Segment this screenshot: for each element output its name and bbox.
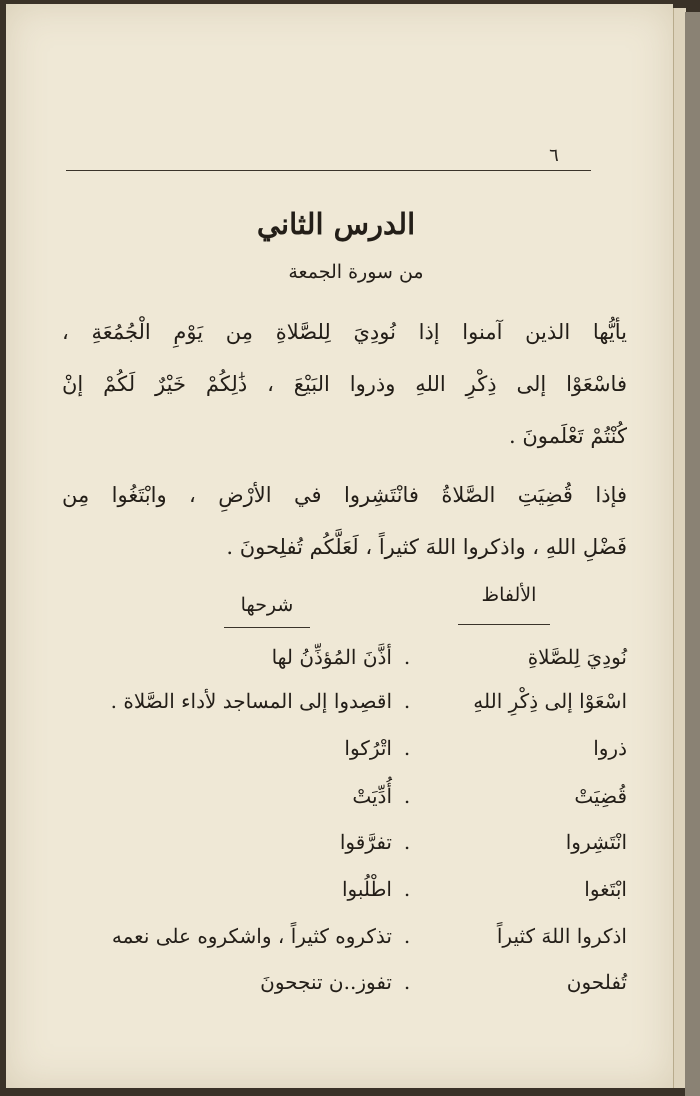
glossary-meaning: تذكروه كثيراً ، واشكروه على نعمه [111,924,392,948]
glossary-separator: . [403,645,411,669]
glossary-separator: . [403,877,411,901]
glossary-word: ابْتَغوا [584,877,627,901]
glossary-row [62,689,627,729]
glossary-separator: . [403,689,411,713]
verse-line-3: كُنْتُمْ تَعْلَمونَ . [508,424,627,448]
glossary-meaning: اقصِدوا إلى المساجد لأداء الصَّلاة . [110,689,392,713]
glossary-word: انْتَشِروا [565,830,627,854]
glossary-word: تُفلحون [566,970,627,994]
verse-line-2: فاسْعَوْا إلى ذِكْرِ اللهِ وذروا البَيْعَ ، ذَٰلِكُمْ خَيْرٌ لَكُمْ إنْ [62,372,627,396]
glossary-meaning: اطْلُبوا [341,877,392,901]
glossary-row [62,877,627,917]
header-words-rule [458,624,550,625]
page-number: ٦ [549,145,559,166]
glossary-separator: . [403,924,411,948]
glossary-row [62,970,627,1010]
glossary-separator: . [403,736,411,760]
glossary-meaning: تفوز..ن تنجحونَ [260,970,392,994]
glossary-word: ذروا [593,736,627,760]
header-meanings-rule [224,627,310,628]
glossary-word: قُضِيَتْ [574,784,627,808]
glossary-meaning: أُدِّيَتْ [352,784,392,808]
glossary-separator: . [403,970,411,994]
lesson-subtitle: من سورة الجمعة [288,261,424,283]
glossary-separator: . [403,784,411,808]
glossary-row [62,736,627,776]
glossary-word: اسْعَوْا إلى ذِكْرِ اللهِ [473,689,627,713]
header-rule [66,170,591,171]
header-meanings: شرحها [240,594,294,616]
glossary-word: نُودِيَ لِلصَّلاةِ [527,645,627,669]
book-page [6,4,673,1088]
header-words: الألفاظ [481,584,537,606]
glossary-row [62,830,627,870]
glossary-row [62,645,627,685]
glossary-separator: . [403,830,411,854]
verse-line-5: فَضْلِ اللهِ ، واذكروا اللهَ كثيراً ، لَعَلَّكُم تُفلِحونَ . [226,535,627,559]
glossary-meaning: اتْرُكوا [344,736,392,760]
book-cover-edge [685,12,700,1096]
verse-line-4: فإذا قُضِيَتِ الصَّلاةُ فانْتَشِروا في الأرْضِ ، وابْتَغُوا مِن [62,483,627,507]
lesson-title: الدرس الثاني [256,207,416,241]
glossary-word: اذكروا اللهَ كثيراً [496,924,627,948]
glossary-row [62,784,627,824]
glossary-row [62,924,627,964]
verse-line-1: يأيُّها الذين آمنوا إذا نُودِيَ لِلصَّلاةِ مِن يَوْمِ الْجُمُعَةِ ، [62,320,627,344]
glossary-meaning: تفرَّقوا [339,830,392,854]
glossary-meaning: أذَّنَ المُؤذِّنُ لها [271,645,392,669]
